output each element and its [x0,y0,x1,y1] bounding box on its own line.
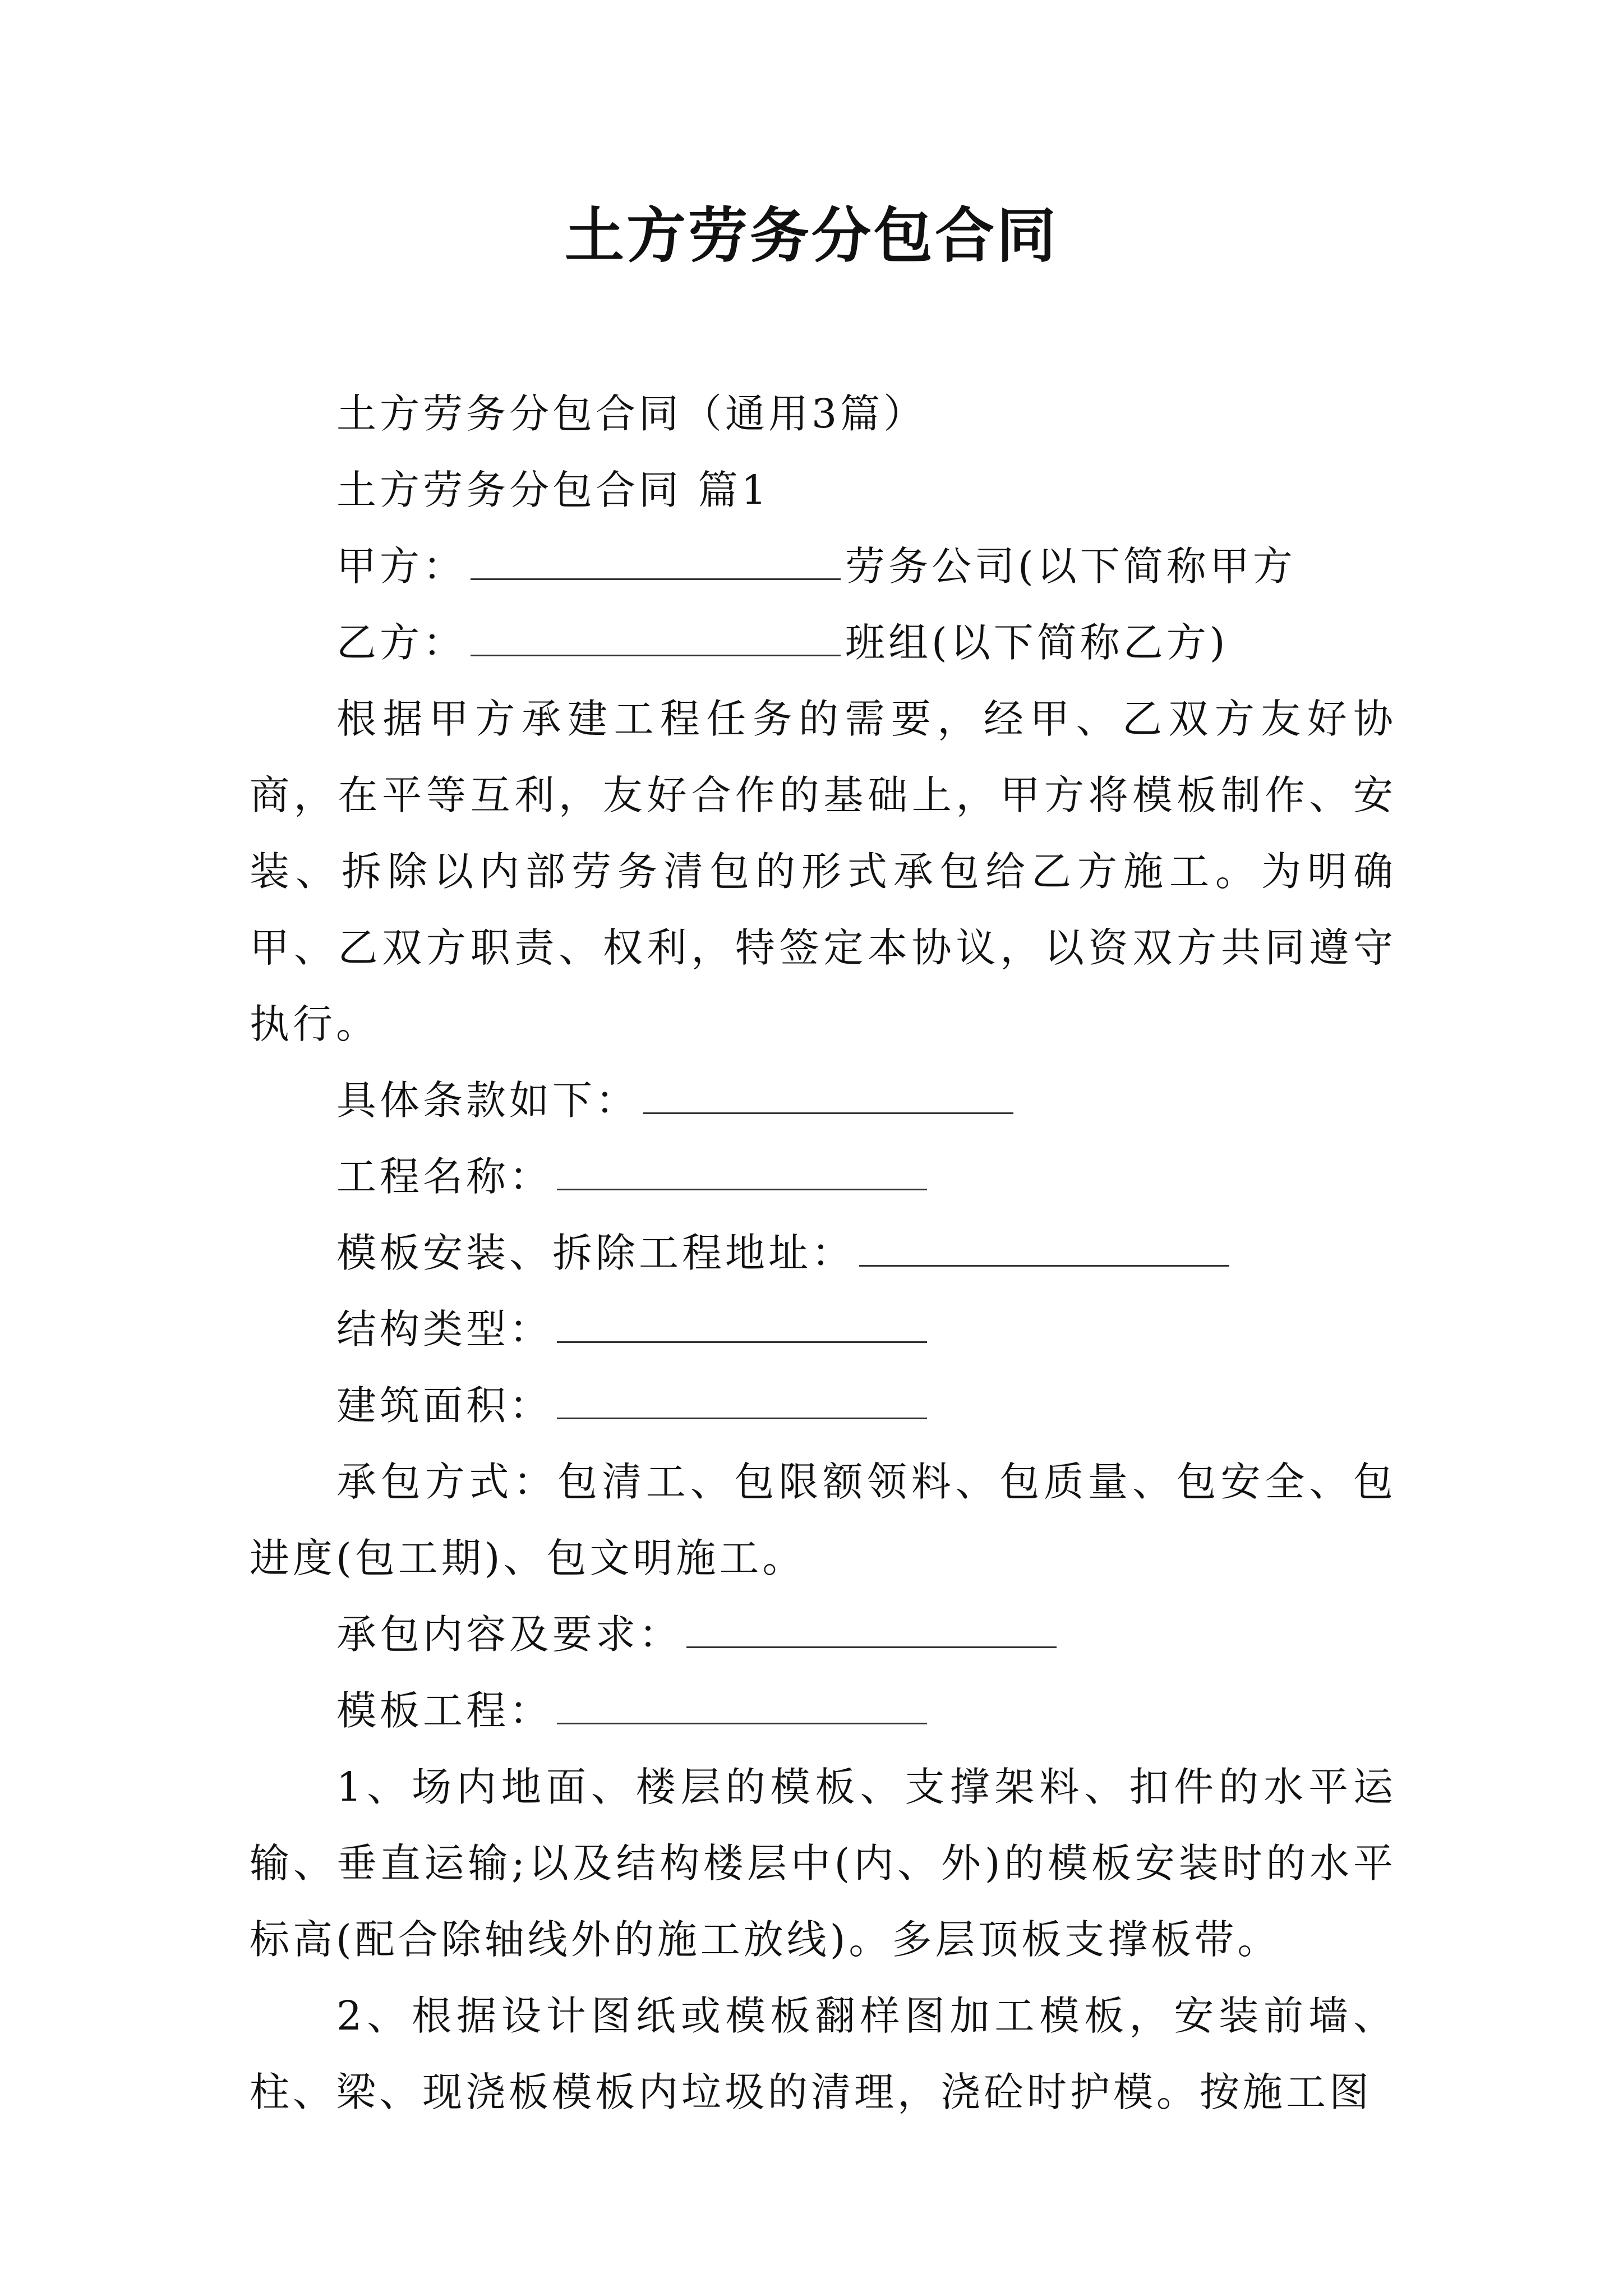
contract-mode-paragraph: 承包方式：包清工、包限额领料、包质量、包安全、包进度(包工期)、包文明施工。 [250,1458,1396,1581]
party-a-suffix: 劳务公司(以下简称甲方 [845,543,1296,590]
field-structure-type [250,1291,1396,1368]
party-a-line [250,528,1396,605]
field-project-name-blank [557,1186,927,1190]
field-site-address-label: 模板安装、拆除工程地址： [336,1230,855,1276]
document-body [250,376,1396,2131]
section-heading: 土方劳务分包合同 篇1 [336,467,770,513]
field-floor-area [250,1368,1396,1444]
field-terms [250,1062,1396,1139]
item-2-paragraph: 2、根据设计图纸或模板翻样图加工模板，安装前墙、柱、梁、现浇板模板内垃圾的清理，浇砼时护模。按施工图 [250,1993,1396,2115]
item-1-paragraph: 1、场内地面、楼层的模板、支撑架料、扣件的水平运输、垂直运输;以及结构楼层中(内、外)的模板安装时的水平标高(配合除轴线外的施工放线)。多层顶板支撑板带。 [250,1764,1396,1963]
field-formwork-label: 模板工程： [336,1687,553,1734]
field-project-name-label: 工程名称： [336,1153,553,1200]
party-b-label: 乙方： [336,619,467,666]
field-site-address [250,1215,1396,1291]
field-scope-blank [686,1644,1057,1648]
document-subtitle: 土方劳务分包合同（通用3篇） [336,390,927,437]
party-b-line [250,605,1396,681]
intro-paragraph: 根据甲方承建工程任务的需要，经甲、乙双方友好协商，在平等互利，友好合作的基础上，甲方将模板制作、安装、拆除以内部劳务清包的形式承包给乙方施工。为明确甲、乙双方职责、权利，特签定本协议，以资双方共同遵守执行。 [250,696,1396,1047]
field-formwork [250,1673,1396,1749]
field-scope-label: 承包内容及要求： [336,1611,683,1658]
field-terms-label: 具体条款如下： [336,1077,639,1124]
field-floor-area-blank [557,1415,927,1419]
field-structure-type-label: 结构类型： [336,1306,553,1352]
field-project-name [250,1139,1396,1215]
party-a-blank [471,576,841,580]
field-site-address-blank [859,1263,1229,1267]
party-a-label: 甲方： [336,543,467,590]
field-terms-blank [643,1110,1013,1114]
field-structure-type-blank [557,1339,927,1343]
field-formwork-blank [557,1720,927,1724]
party-b-suffix: 班组(以下简称乙方) [845,619,1229,666]
field-floor-area-label: 建筑面积： [336,1382,553,1429]
field-scope [250,1596,1396,1673]
document-title: 土方劳务分包合同 [565,200,1058,270]
party-b-blank [471,652,841,656]
